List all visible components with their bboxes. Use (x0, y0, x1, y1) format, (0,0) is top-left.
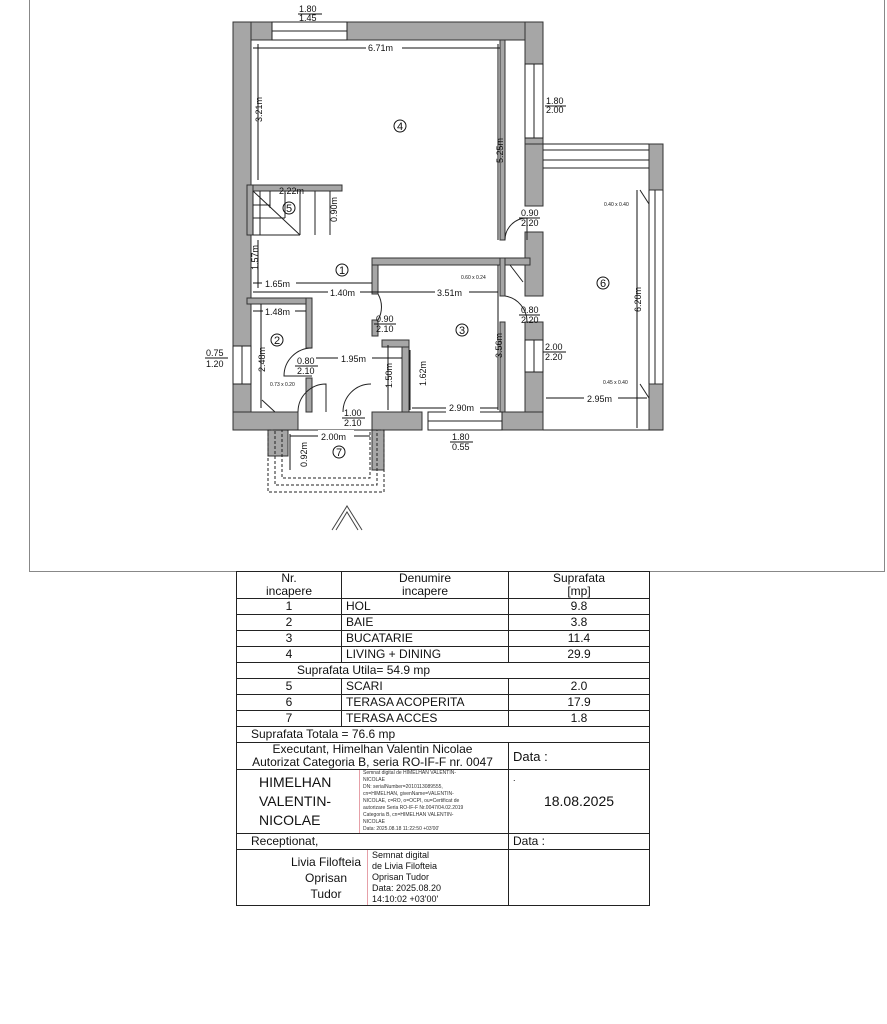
row-area: 1.8 (509, 711, 650, 727)
signer2-name-l3: Tudor (310, 886, 342, 901)
useful-total-row (237, 663, 650, 679)
dim-door-kitchen-a: 0.90 (376, 314, 394, 324)
dim-door-terrace-a: 0.80 (521, 305, 539, 315)
row-name: HOL (342, 599, 509, 615)
dim-entry-width: 2.00m (321, 432, 347, 442)
dim-living-height-left: 3.21m (254, 96, 264, 122)
signer1-digital-l6: autorizare Seria RO-IF-F Nr.0047/04.02.2019 (363, 805, 464, 811)
dim-living-height-right: 5.25m (495, 137, 505, 163)
room-7-number: 7 (335, 447, 343, 459)
dim-hall-lower-height: 1.50m (384, 362, 394, 388)
dim-vent: 0.60 x 0.24 (461, 275, 486, 281)
signer2-digital-l5: 14:10:02 +03'00' (372, 894, 439, 904)
received-date-cell (509, 850, 650, 906)
room-6-number: 6 (599, 278, 607, 290)
date-value-cell (509, 770, 650, 834)
room-3-number: 3 (458, 325, 466, 337)
signer2-digital-signature (367, 850, 441, 905)
room-4-number: 4 (396, 121, 404, 133)
room-2-number: 2 (273, 335, 281, 347)
row-nr: 7 (237, 711, 342, 727)
row-area: 2.0 (509, 679, 650, 695)
executor-signature-row (237, 770, 650, 834)
dim-vent-bath: 0.73 x 0.20 (270, 382, 295, 388)
dim-hall-lower-width: 1.95m (341, 354, 367, 364)
row-nr: 5 (237, 679, 342, 695)
room-5-number: 5 (285, 203, 293, 215)
dim-top-window-b: 1.45 (299, 13, 317, 23)
dim-kitchen-height: 3.56m (494, 332, 504, 358)
executor-line2: Autorizat Categoria B, seria RO-IF-F nr. 0047 (252, 755, 493, 769)
dim-entry-door-a: 1.00 (344, 408, 362, 418)
executor-cell (237, 743, 509, 770)
dim-hall-width: 1.40m (330, 288, 356, 298)
entry-arrow-icon (332, 506, 362, 530)
dim-terrace-door-b: 2.20 (545, 352, 563, 362)
date-value: 18.08.2025 (543, 793, 615, 809)
date-dot: . (513, 773, 516, 783)
signer2-name (285, 854, 367, 902)
table-header-row (237, 572, 650, 599)
dim-terrace-width: 2.95m (587, 394, 613, 404)
dim-bottom-window-a: 1.80 (452, 432, 470, 442)
dim-right-window-a: 1.80 (546, 96, 564, 106)
dim-bath-width: 1.48m (265, 307, 291, 317)
dim-door-living-b: 2.20 (521, 218, 539, 228)
row-name: TERASA ACOPERITA (342, 695, 509, 711)
useful-total: Suprafata Utila= 54.9 mp (237, 663, 650, 679)
room-schedule-table (236, 571, 650, 906)
received-signature-cell (237, 850, 509, 906)
dim-hall-left-height: 1.57m (250, 244, 260, 270)
dim-door-bath-b: 2.10 (297, 366, 315, 376)
dim-terrace-height: 6.20m (633, 286, 643, 312)
signer1-name-l3: NICOLAE (259, 812, 321, 828)
dim-pillar-top: 0.40 x 0.40 (604, 202, 629, 208)
dim-terrace-door-a: 2.00 (545, 342, 563, 352)
dim-door-bath-a: 0.80 (297, 356, 315, 366)
row-area: 3.8 (509, 615, 650, 631)
row-area: 29.9 (509, 647, 650, 663)
table-row (237, 631, 650, 647)
executor-row (237, 743, 650, 770)
executor-signature-cell (237, 770, 509, 834)
signer1-digital-l2: NICOLAE (363, 777, 385, 783)
signer1-name-l1: HIMELHAN (259, 774, 332, 790)
header-name-line2: incapere (401, 584, 449, 598)
signer2-name-l2: Oprisan (304, 870, 348, 885)
row-area: 17.9 (509, 695, 650, 711)
table-row (237, 695, 650, 711)
row-area: 9.8 (509, 599, 650, 615)
row-nr: 2 (237, 615, 342, 631)
signer2-digital-l1: Semnat digital (372, 850, 430, 860)
signer2-name-l1: Livia Filofteia (290, 854, 362, 869)
dim-entry-door-b: 2.10 (344, 418, 362, 428)
executor-line1: Executant, Himelhan Valentin Nicolae (272, 742, 473, 756)
row-nr: 3 (237, 631, 342, 647)
row-nr: 6 (237, 695, 342, 711)
dim-stair-depth: 0.90m (329, 196, 339, 222)
table-row (237, 679, 650, 695)
dim-hall-left-width: 1.65m (265, 279, 291, 289)
signer1-digital-l3: DN: serialNumber=2010113089555, (363, 784, 443, 790)
row-name: BUCATARIE (342, 631, 509, 647)
signer2-digital-l2: de Livia Filofteia (372, 861, 438, 871)
dim-bath-height: 2.48m (257, 346, 267, 372)
row-nr: 4 (237, 647, 342, 663)
signer1-digital-signature (359, 770, 463, 833)
dim-hall-lower-height2: 1.62m (418, 360, 428, 386)
header-area (509, 572, 650, 599)
dim-top-window-a: 1.80 (299, 4, 317, 14)
signer1-digital-l4: cn=HIMELHAN, givenName=VALENTIN- (363, 791, 454, 797)
date-label: Data : (509, 743, 650, 770)
dim-kitchen-bottom-width: 2.90m (449, 403, 475, 413)
table-row (237, 615, 650, 631)
dim-entry-depth: 0.92m (299, 441, 309, 467)
room-1-number: 1 (338, 265, 346, 277)
dim-side-window-a: 0.75 (206, 348, 224, 358)
dim-side-window-b: 1.20 (206, 359, 224, 369)
dim-door-kitchen-b: 2.10 (376, 324, 394, 334)
signer1-digital-l9: Data: 2025.08.18 11:22:50 +03'00' (363, 826, 440, 832)
header-nr-line1: Nr. (281, 571, 297, 585)
table-row (237, 711, 650, 727)
row-name: TERASA ACCES (342, 711, 509, 727)
dim-pillar-bottom: 0.45 x 0.40 (603, 380, 628, 386)
row-nr: 1 (237, 599, 342, 615)
grand-total-row (237, 727, 650, 743)
dim-living-width: 6.71m (368, 43, 394, 53)
signer1-digital-l1: Semnat digital de HIMELHAN VALENTIN- (363, 770, 456, 776)
signer2-digital-l4: Data: 2025.08.20 (372, 883, 442, 893)
date-label-2: Data : (509, 834, 650, 850)
dim-stair-width: 2.22m (279, 186, 305, 196)
row-area: 11.4 (509, 631, 650, 647)
table-row (237, 647, 650, 663)
row-name: SCARI (342, 679, 509, 695)
signer2-digital-l3: Oprisan Tudor (372, 872, 430, 882)
signer1-name-l2: VALENTIN- (259, 793, 332, 809)
header-area-line1: Suprafata (552, 571, 606, 585)
row-name: BAIE (342, 615, 509, 631)
header-name-line1: Denumire (398, 571, 452, 585)
grand-total: Suprafata Totala = 76.6 mp (237, 727, 650, 743)
signer1-name (241, 773, 359, 830)
signer1-digital-l7: Categoria B, cn=HIMELHAN VALENTIN- (363, 812, 454, 818)
received-label: Receptionat, (237, 834, 509, 850)
signer1-digital-l5: NICOLAE, c=RO, o=OCPI, ou=Certificat de (363, 798, 460, 804)
dim-bottom-window-b: 0.55 (452, 442, 470, 452)
vents (262, 190, 649, 412)
dim-door-living-a: 0.90 (521, 208, 539, 218)
header-area-line2: [mp] (567, 584, 591, 598)
row-name: LIVING + DINING (342, 647, 509, 663)
header-nr (237, 572, 342, 599)
header-nr-line2: incapere (265, 584, 313, 598)
header-name (342, 572, 509, 599)
signer1-digital-l8: NICOLAE (363, 819, 385, 825)
dim-door-terrace-b: 2.20 (521, 315, 539, 325)
table-row (237, 599, 650, 615)
dim-right-window-b: 2.00 (546, 105, 564, 115)
dim-kitchen-width: 3.51m (437, 288, 463, 298)
received-signature-row (237, 850, 650, 906)
received-row (237, 834, 650, 850)
